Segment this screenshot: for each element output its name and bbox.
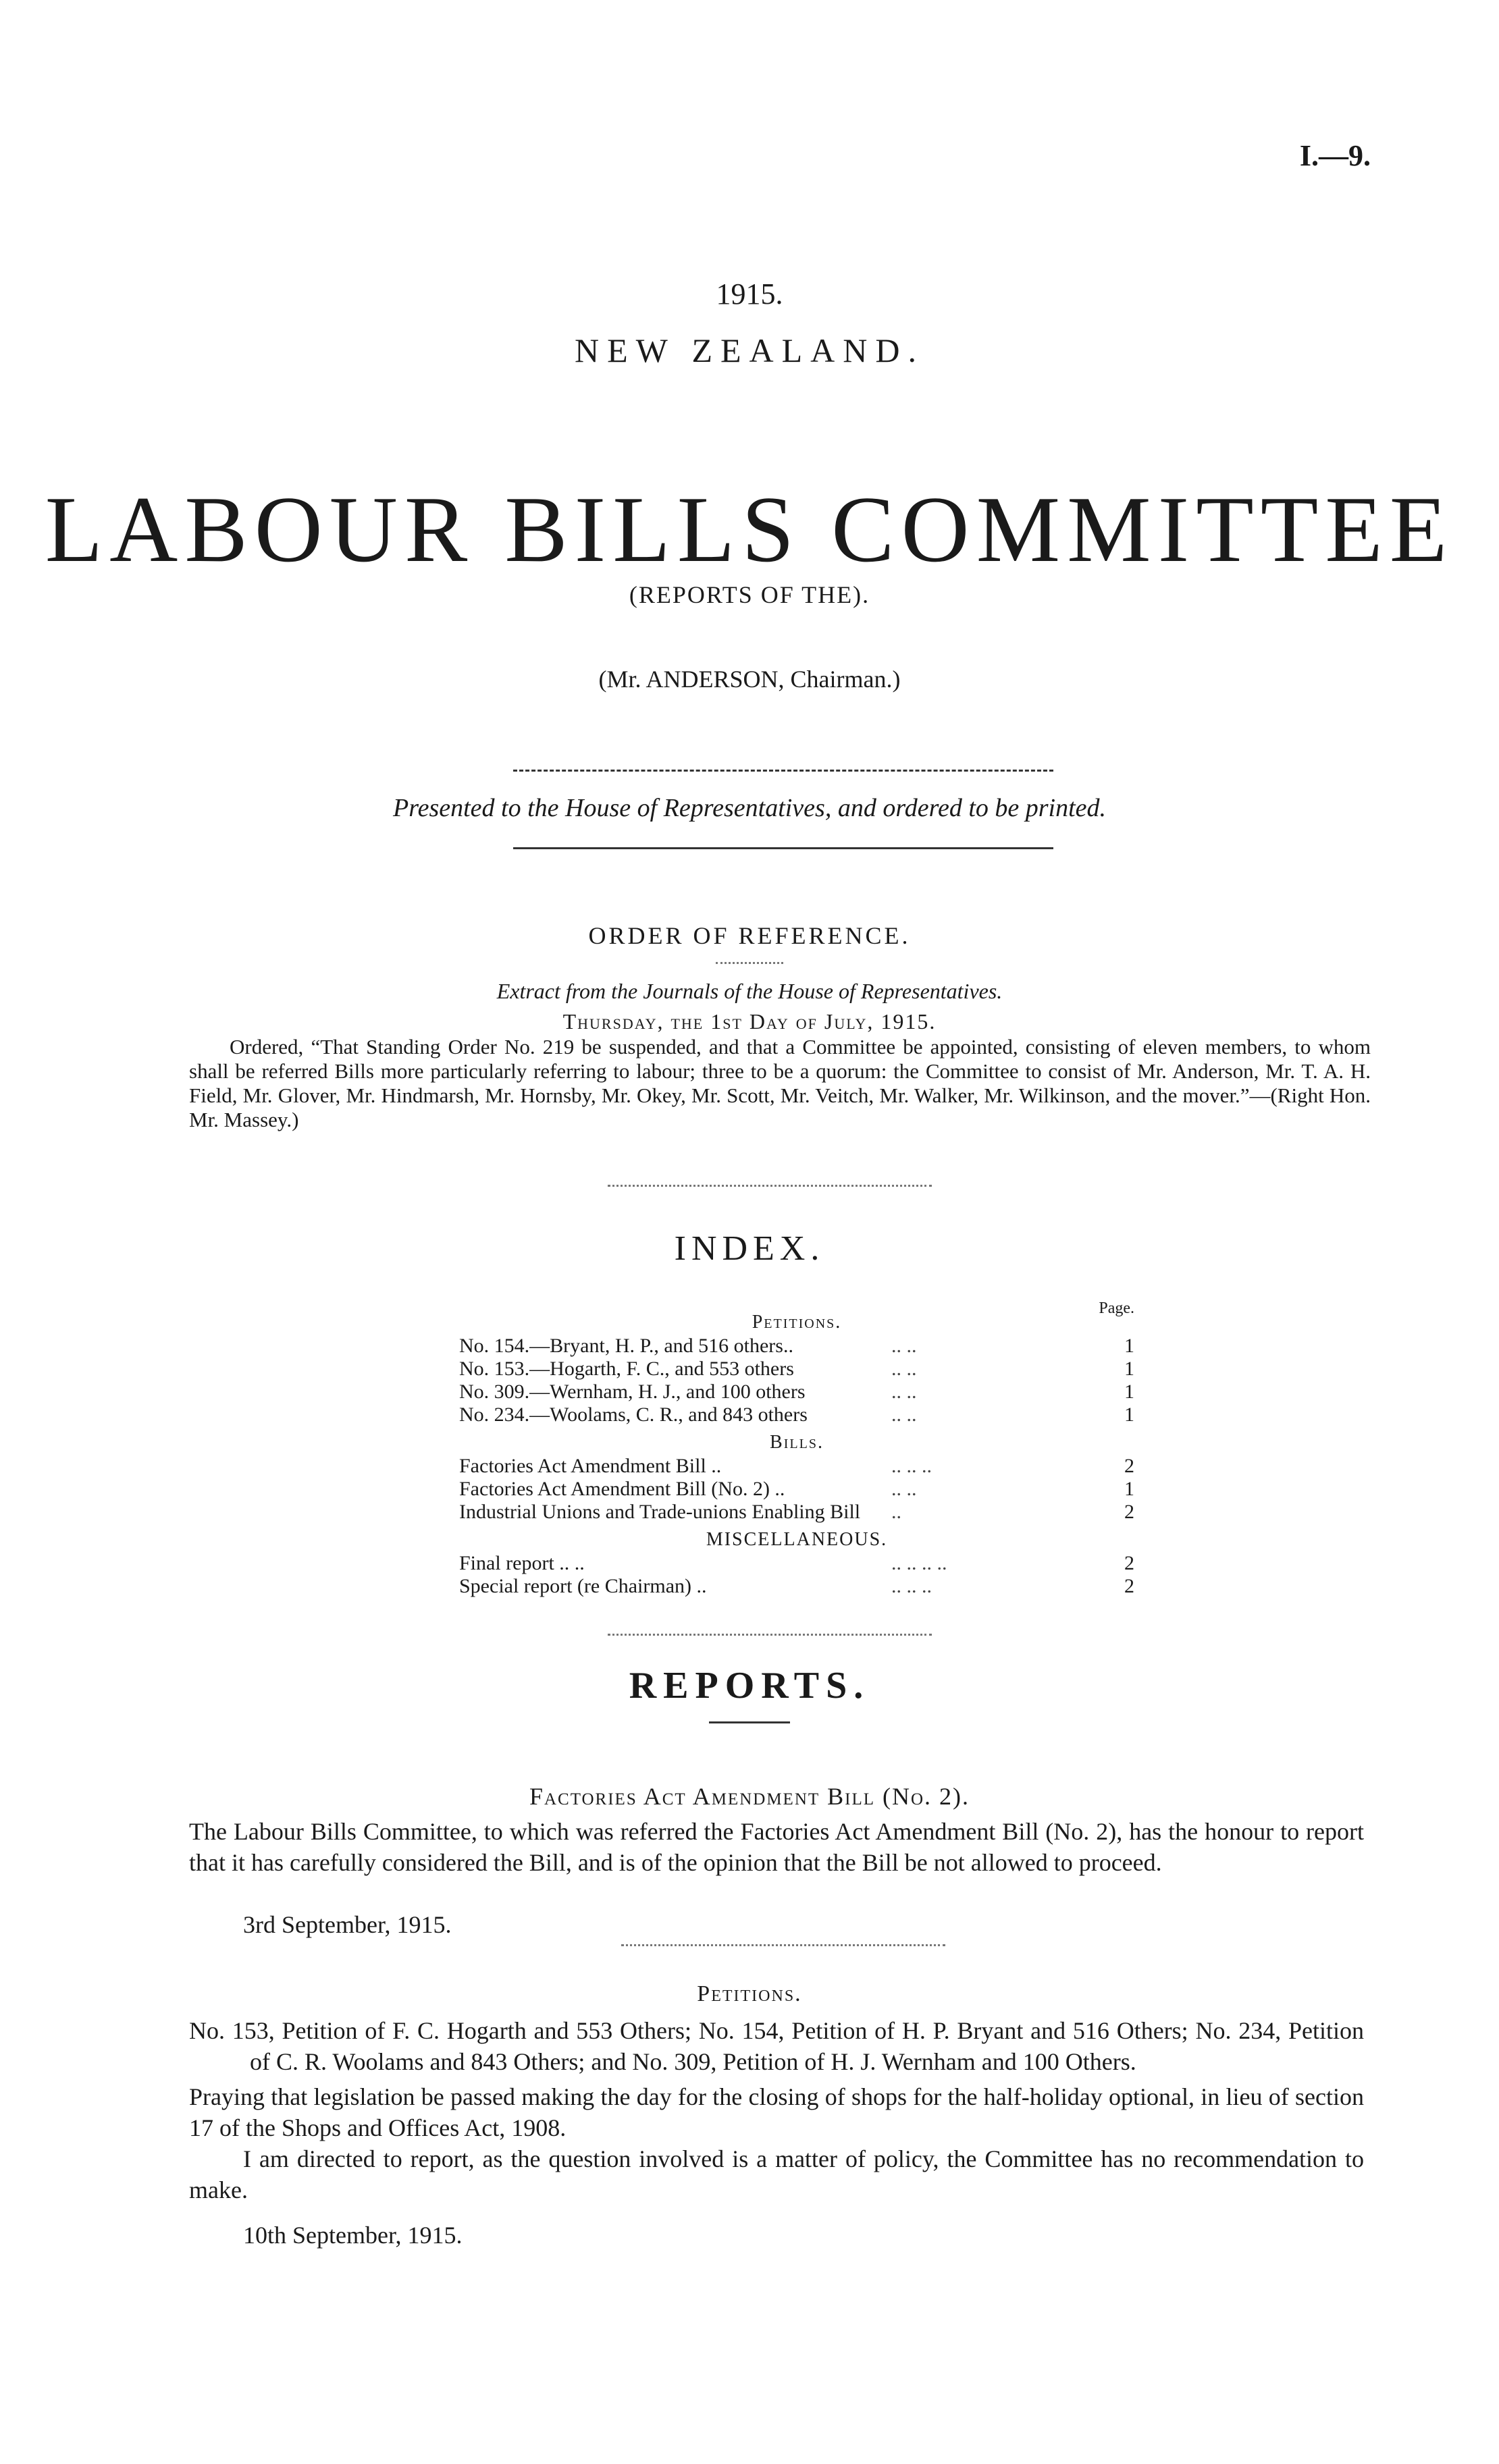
entry-page: 1 [1124,1403,1134,1426]
index-entry [459,1335,1134,1358]
index-entry [459,1358,1134,1381]
divider-rule [513,770,1053,772]
order-text-body: Ordered, “That Standing Order No. 219 be suspended, and that a Committee be appointed, consisting of eleven members, to whom shall be referred Bills more particularly referring to labour; three to be a quorum: the Committee to consist of Mr. Anderson, Mr. T. A. H. Field, Mr. Glover, Mr. Hindmarsh, Mr. Hornsby, Mr. Okey, Mr. Scott, Mr. Veitch, Mr. Walker, Mr. Wilkinson, and the mover.”—(Right Hon. Mr. Massey.) [189,1035,1371,1131]
entry-label: Industrial Unions and Trade-unions Enabling Bill [459,1501,861,1523]
petitions-list-text: No. 153, Petition of F. C. Hogarth and 553 Others; No. 154, Petition of H. P. Bryant and 516 Others; No. 234, Petition of C. R. Woolams and 843 Others; and No. 309, Petition of H. J. Wernham and 100 Others. [189,2017,1364,2075]
entry-leader: .. .. .. [891,1455,932,1477]
index-entry [459,1501,1134,1524]
entry-page: 1 [1124,1478,1134,1500]
petitions-report [189,2015,1364,2205]
index-heading: INDEX. [674,1229,825,1268]
publication-year: 1915. [716,277,783,311]
petitions-group-heading: Petitions. [752,1312,842,1333]
document-subtitle: (REPORTS OF THE). [629,581,870,608]
entry-leader: .. .. .. .. [891,1552,947,1574]
entry-leader: .. .. [891,1335,917,1357]
reports-heading: REPORTS. [629,1665,870,1707]
divider-rule [709,1721,790,1723]
divider-rule [608,1634,932,1636]
entry-page: 1 [1124,1381,1134,1403]
index-entry [459,1403,1134,1426]
entry-leader: .. .. [891,1403,917,1426]
factories-report-date: 3rd September, 1915. [243,1911,452,1938]
journal-extract-line: Extract from the Journals of the House of Representatives. [496,979,1003,1003]
order-date-line: Thursday, the 1st Day of July, 1915. [562,1009,937,1034]
page-column-label: Page. [1099,1300,1134,1317]
entry-page: 2 [1124,1575,1134,1597]
index-entry [459,1575,1134,1598]
divider-rule [716,962,783,964]
entry-label: No. 309.—Wernham, H. J., and 100 others [459,1381,806,1403]
index-entry [459,1478,1134,1501]
entry-leader: .. .. .. [891,1575,932,1597]
chairman-line: (Mr. ANDERSON, Chairman.) [598,666,901,693]
document-title: LABOUR BILLS COMMITTEE [45,477,1454,582]
entry-page: 1 [1124,1358,1134,1380]
entry-label: Factories Act Amendment Bill .. [459,1455,722,1477]
index-entry [459,1381,1134,1403]
entry-leader: .. .. [891,1381,917,1403]
bills-group-heading: Bills. [770,1432,824,1453]
order-of-reference-text [189,1035,1371,1132]
entry-page: 2 [1124,1455,1134,1477]
index-entry [459,1552,1134,1575]
divider-rule [608,1185,932,1187]
entry-page: 2 [1124,1501,1134,1523]
entry-label: No. 154.—Bryant, H. P., and 516 others.. [459,1335,793,1357]
petitions-prayer-text: Praying that legislation be passed making the day for the closing of shops for the half-holiday optional, in lieu of section 17 of the Shops and Offices Act, 1908. [189,2083,1364,2141]
entry-label: No. 234.—Woolams, C. R., and 843 others [459,1403,808,1426]
entry-leader: .. .. [891,1478,917,1500]
entry-label: Special report (re Chairman) .. [459,1575,707,1597]
presented-line: Presented to the House of Representatives, and ordered to be printed. [392,794,1107,822]
petitions-report-date: 10th September, 1915. [243,2222,463,2249]
entry-page: 2 [1124,1552,1134,1574]
entry-page: 1 [1124,1335,1134,1357]
order-of-reference-heading: ORDER OF REFERENCE. [588,922,911,949]
divider-rule [513,847,1053,849]
petitions-report-heading: Petitions. [697,1981,802,2006]
index-entry [459,1455,1134,1478]
petitions-decision-text: I am directed to report, as the question involved is a matter of policy, the Committee has no recommendation to make. [189,2145,1364,2203]
divider-rule [621,1944,945,1946]
entry-leader: .. [891,1501,901,1523]
factories-bill-heading: Factories Act Amendment Bill (No. 2). [529,1783,970,1810]
factories-bill-report: The Labour Bills Committee, to which was referred the Factories Act Amendment Bill (No. 2), has the honour to report that it has carefully considered the Bill, and is of the opinion that the Bill be not allowed to proceed. [189,1818,1364,1876]
misc-group-heading: MISCELLANEOUS. [706,1529,888,1550]
entry-label: Final report .. .. [459,1552,585,1574]
entry-leader: .. .. [891,1358,917,1380]
entry-label: No. 153.—Hogarth, F. C., and 553 others [459,1358,794,1380]
index-table [459,1300,1134,1598]
entry-label: Factories Act Amendment Bill (No. 2) .. [459,1478,785,1500]
country-heading: NEW ZEALAND. [575,331,924,369]
page-number: I.—9. [1299,139,1371,172]
